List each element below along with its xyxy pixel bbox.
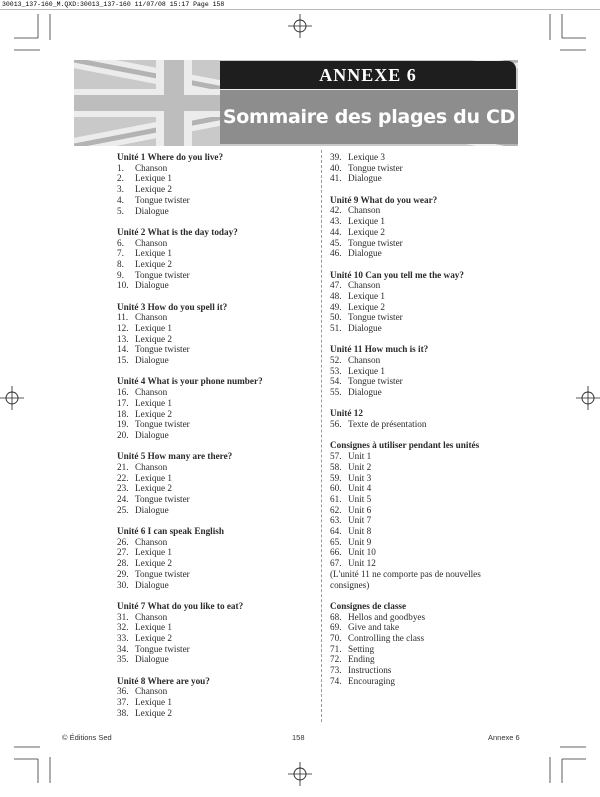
track-label: Dialogue bbox=[135, 504, 169, 515]
track-item bbox=[330, 323, 525, 334]
track-item bbox=[117, 195, 312, 206]
track-number: 16. bbox=[117, 387, 129, 398]
track-number: 72. bbox=[330, 654, 342, 665]
track-item bbox=[330, 152, 525, 163]
track-number: 37. bbox=[117, 697, 129, 708]
registration-mark-left bbox=[0, 386, 24, 410]
track-number: 63. bbox=[330, 515, 342, 526]
track-item bbox=[117, 334, 312, 345]
track-item bbox=[117, 419, 312, 430]
track-label: Chanson bbox=[135, 312, 168, 323]
track-number: 27. bbox=[117, 547, 129, 558]
track-label: Tongue twister bbox=[135, 643, 190, 654]
track-item bbox=[117, 644, 312, 655]
section-title: Unité 7 What do you like to eat? bbox=[117, 600, 244, 611]
track-item bbox=[330, 547, 525, 558]
track-item bbox=[330, 355, 525, 366]
track-item bbox=[330, 227, 525, 238]
track-label: Tongue twister bbox=[135, 568, 190, 579]
footer-publisher: © Éditions Sed bbox=[62, 733, 112, 742]
track-label: Chanson bbox=[348, 205, 381, 216]
registration-mark-top bbox=[288, 14, 312, 38]
track-label: Instructions bbox=[348, 665, 392, 676]
track-item bbox=[330, 173, 525, 184]
track-number: 69. bbox=[330, 622, 342, 633]
section-title: Unité 8 Where are you? bbox=[117, 675, 210, 686]
track-number: 28. bbox=[117, 558, 129, 569]
track-item bbox=[117, 344, 312, 355]
track-number: 21. bbox=[117, 461, 129, 472]
track-item bbox=[117, 387, 312, 398]
track-item bbox=[330, 291, 525, 302]
track-item bbox=[117, 238, 312, 249]
track-item bbox=[117, 173, 312, 184]
track-item bbox=[117, 462, 312, 473]
track-item bbox=[330, 376, 525, 387]
track-item bbox=[330, 216, 525, 227]
track-number: 19. bbox=[117, 419, 129, 430]
footer-page-number: 158 bbox=[292, 733, 305, 742]
track-label: Dialogue bbox=[348, 173, 382, 184]
track-item bbox=[330, 238, 525, 249]
track-section bbox=[117, 302, 312, 366]
track-label: Lexique 1 bbox=[135, 547, 172, 558]
track-number: 25. bbox=[117, 504, 129, 515]
track-label: Tongue twister bbox=[135, 344, 190, 355]
track-item bbox=[330, 494, 525, 505]
track-label: Unit 7 bbox=[348, 515, 372, 526]
track-label: Unit 1 bbox=[348, 451, 372, 462]
track-item bbox=[330, 676, 525, 687]
track-item bbox=[117, 580, 312, 591]
track-label: Dialogue bbox=[135, 579, 169, 590]
track-label: Chanson bbox=[135, 461, 168, 472]
track-label: Chanson bbox=[135, 686, 168, 697]
track-label: Lexique 2 bbox=[135, 558, 172, 569]
track-number: 39. bbox=[330, 152, 342, 162]
track-number: 55. bbox=[330, 387, 342, 398]
track-number: 11. bbox=[117, 312, 129, 323]
track-label: Tongue twister bbox=[348, 312, 403, 323]
section-title: Unité 6 I can speak English bbox=[117, 526, 224, 537]
track-item bbox=[117, 280, 312, 291]
track-number: 10. bbox=[117, 280, 129, 291]
track-number: 47. bbox=[330, 280, 342, 291]
track-item bbox=[330, 302, 525, 313]
track-number: 73. bbox=[330, 665, 342, 676]
track-label: Dialogue bbox=[135, 355, 169, 366]
print-slug: 30013_137-160_M.QXD:30013_137-160 11/07/08 15:17 Page 158 bbox=[0, 0, 600, 10]
track-label: Texte de présentation bbox=[348, 419, 427, 430]
track-number: 40. bbox=[330, 162, 342, 173]
track-item bbox=[330, 312, 525, 323]
track-item bbox=[330, 419, 525, 430]
track-number: 57. bbox=[330, 451, 342, 462]
section-note: (L'unité 11 ne comporte pas de nouvelles consignes) bbox=[330, 568, 481, 590]
track-number: 66. bbox=[330, 547, 342, 558]
track-label: Dialogue bbox=[348, 248, 382, 259]
track-item bbox=[117, 163, 312, 174]
track-label: Lexique 1 bbox=[135, 323, 172, 334]
track-section bbox=[117, 676, 312, 719]
track-number: 3. bbox=[117, 184, 124, 195]
track-label: Tongue twister bbox=[135, 494, 190, 505]
track-item bbox=[117, 537, 312, 548]
track-label: Unit 8 bbox=[348, 526, 372, 537]
track-label: Lexique 2 bbox=[348, 226, 385, 237]
track-number: 23. bbox=[117, 483, 129, 494]
track-section bbox=[117, 601, 312, 665]
track-item bbox=[330, 537, 525, 548]
track-label: Chanson bbox=[135, 387, 168, 398]
track-item bbox=[117, 697, 312, 708]
track-label: Chanson bbox=[348, 280, 381, 291]
track-item bbox=[330, 248, 525, 259]
track-label: Tongue twister bbox=[135, 419, 190, 430]
track-item bbox=[330, 622, 525, 633]
track-label: Lexique 1 bbox=[135, 622, 172, 633]
track-number: 53. bbox=[330, 365, 342, 376]
track-label: Chanson bbox=[135, 611, 168, 622]
track-item bbox=[330, 473, 525, 484]
track-number: 26. bbox=[117, 536, 129, 547]
track-number: 46. bbox=[330, 248, 342, 259]
track-label: Lexique 1 bbox=[135, 248, 172, 259]
track-label: Lexique 2 bbox=[135, 632, 172, 643]
track-label: Unit 2 bbox=[348, 461, 372, 472]
track-number: 62. bbox=[330, 504, 342, 515]
track-number: 8. bbox=[117, 258, 124, 269]
track-label: Controlling the class bbox=[348, 632, 425, 643]
track-number: 35. bbox=[117, 654, 129, 665]
registration-mark-bottom bbox=[288, 762, 312, 786]
track-label: Unit 10 bbox=[348, 547, 376, 558]
track-number: 18. bbox=[117, 408, 129, 419]
track-item bbox=[330, 205, 525, 216]
track-item bbox=[330, 366, 525, 377]
track-number: 74. bbox=[330, 675, 342, 686]
track-label: Lexique 2 bbox=[135, 408, 172, 419]
section-title: Unité 5 How many are there? bbox=[117, 451, 233, 462]
registration-mark-right bbox=[576, 386, 600, 410]
track-number: 14. bbox=[117, 344, 129, 355]
track-number: 50. bbox=[330, 312, 342, 323]
track-item bbox=[330, 665, 525, 676]
track-label: Lexique 2 bbox=[135, 258, 172, 269]
track-number: 70. bbox=[330, 632, 342, 643]
track-item bbox=[117, 398, 312, 409]
track-number: 7. bbox=[117, 248, 124, 259]
track-number: 17. bbox=[117, 397, 129, 408]
track-label: Unit 9 bbox=[348, 536, 372, 547]
track-item bbox=[117, 184, 312, 195]
section-title: Unité 4 What is your phone number? bbox=[117, 376, 263, 387]
section-title: Unité 11 How much is it? bbox=[330, 344, 429, 355]
track-label: Lexique 1 bbox=[135, 397, 172, 408]
track-number: 60. bbox=[330, 483, 342, 494]
track-item bbox=[330, 526, 525, 537]
footer-annexe: Annexe 6 bbox=[488, 733, 520, 742]
track-label: Lexique 1 bbox=[135, 472, 172, 483]
track-number: 38. bbox=[117, 707, 129, 718]
track-number: 9. bbox=[117, 269, 124, 280]
track-item bbox=[330, 654, 525, 665]
track-label: Give and take bbox=[348, 622, 400, 633]
track-section bbox=[330, 195, 525, 259]
track-label: Encouraging bbox=[348, 675, 395, 686]
track-item bbox=[117, 708, 312, 719]
track-item bbox=[117, 312, 312, 323]
track-label: Lexique 2 bbox=[135, 707, 172, 718]
track-label: Chanson bbox=[135, 237, 168, 248]
track-number: 48. bbox=[330, 290, 342, 301]
track-number: 12. bbox=[117, 323, 129, 334]
track-item bbox=[117, 505, 312, 516]
track-number: 5. bbox=[117, 205, 124, 216]
section-title: Unité 9 What do you wear? bbox=[330, 194, 438, 205]
track-item bbox=[330, 483, 525, 494]
track-section bbox=[117, 152, 312, 216]
track-label: Lexique 1 bbox=[135, 173, 172, 184]
track-item bbox=[117, 473, 312, 484]
track-label: Tongue twister bbox=[135, 269, 190, 280]
annexe-label: ANNEXE 6 bbox=[319, 65, 417, 85]
track-number: 56. bbox=[330, 419, 342, 430]
track-label: Chanson bbox=[135, 162, 168, 173]
track-label: Lexique 2 bbox=[135, 184, 172, 195]
track-item bbox=[117, 494, 312, 505]
track-item bbox=[117, 569, 312, 580]
track-item bbox=[330, 558, 525, 569]
track-item bbox=[117, 355, 312, 366]
track-number: 29. bbox=[117, 568, 129, 579]
track-number: 54. bbox=[330, 376, 342, 387]
track-number: 51. bbox=[330, 323, 342, 334]
section-title: Consignes de classe bbox=[330, 600, 407, 611]
track-label: Ending bbox=[348, 654, 375, 665]
track-label: Lexique 1 bbox=[348, 365, 385, 376]
track-section bbox=[330, 344, 525, 398]
track-number: 43. bbox=[330, 216, 342, 227]
track-number: 67. bbox=[330, 558, 342, 569]
track-number: 49. bbox=[330, 301, 342, 312]
track-number: 44. bbox=[330, 226, 342, 237]
track-item bbox=[330, 280, 525, 291]
right-column bbox=[330, 152, 525, 697]
track-number: 32. bbox=[117, 622, 129, 633]
track-label: Tongue twister bbox=[135, 194, 190, 205]
track-label: Dialogue bbox=[348, 323, 382, 334]
track-section bbox=[330, 270, 525, 334]
track-number: 1. bbox=[117, 162, 124, 173]
track-item bbox=[330, 644, 525, 655]
track-label: Setting bbox=[348, 643, 375, 654]
track-number: 24. bbox=[117, 494, 129, 505]
track-label: Unit 6 bbox=[348, 504, 372, 515]
track-item bbox=[117, 206, 312, 217]
track-number: 61. bbox=[330, 493, 342, 504]
track-label: Lexique 3 bbox=[348, 152, 385, 162]
track-number: 2. bbox=[117, 173, 124, 184]
track-item bbox=[330, 505, 525, 516]
track-number: 52. bbox=[330, 355, 342, 366]
track-label: Lexique 1 bbox=[348, 216, 385, 227]
track-label: Dialogue bbox=[135, 654, 169, 665]
track-number: 36. bbox=[117, 686, 129, 697]
track-number: 58. bbox=[330, 461, 342, 472]
track-label: Lexique 2 bbox=[135, 483, 172, 494]
track-label: Chanson bbox=[135, 536, 168, 547]
track-number: 30. bbox=[117, 579, 129, 590]
track-number: 34. bbox=[117, 643, 129, 654]
track-item bbox=[117, 483, 312, 494]
track-item bbox=[117, 622, 312, 633]
track-number: 6. bbox=[117, 237, 124, 248]
track-label: Dialogue bbox=[135, 280, 169, 291]
track-item bbox=[330, 451, 525, 462]
track-number: 59. bbox=[330, 472, 342, 483]
section-title: Unité 12 bbox=[330, 408, 363, 419]
section-title: Unité 2 What is the day today? bbox=[117, 226, 238, 237]
track-label: Lexique 2 bbox=[348, 301, 385, 312]
track-section bbox=[117, 227, 312, 291]
track-label: Lexique 1 bbox=[348, 290, 385, 301]
track-section bbox=[117, 376, 312, 440]
track-number: 13. bbox=[117, 333, 129, 344]
track-section bbox=[330, 408, 525, 429]
track-item bbox=[117, 558, 312, 569]
track-number: 45. bbox=[330, 237, 342, 248]
track-item bbox=[117, 248, 312, 259]
track-item bbox=[330, 633, 525, 644]
section-title: Unité 1 Where do you live? bbox=[117, 152, 224, 162]
track-item bbox=[117, 409, 312, 420]
column-divider bbox=[321, 150, 322, 722]
track-number: 20. bbox=[117, 429, 129, 440]
track-item bbox=[117, 633, 312, 644]
section-title: Unité 10 Can you tell me the way? bbox=[330, 269, 464, 280]
track-item bbox=[117, 547, 312, 558]
track-number: 68. bbox=[330, 611, 342, 622]
track-label: Chanson bbox=[348, 355, 381, 366]
track-section bbox=[117, 451, 312, 515]
track-item bbox=[117, 259, 312, 270]
track-number: 71. bbox=[330, 643, 342, 654]
track-section bbox=[330, 601, 525, 687]
track-item bbox=[117, 270, 312, 281]
track-item bbox=[330, 515, 525, 526]
track-number: 31. bbox=[117, 611, 129, 622]
track-label: Unit 5 bbox=[348, 493, 372, 504]
track-label: Tongue twister bbox=[348, 237, 403, 248]
page-title: Sommaire des plages du CD bbox=[222, 106, 516, 128]
track-number: 65. bbox=[330, 536, 342, 547]
track-label: Tongue twister bbox=[348, 162, 403, 173]
track-label: Lexique 2 bbox=[135, 333, 172, 344]
track-label: Hellos and goodbyes bbox=[348, 611, 426, 622]
track-label: Dialogue bbox=[135, 205, 169, 216]
track-section bbox=[117, 526, 312, 590]
track-label: Dialogue bbox=[135, 429, 169, 440]
track-label: Unit 12 bbox=[348, 558, 376, 569]
track-label: Unit 3 bbox=[348, 472, 372, 483]
track-number: 33. bbox=[117, 632, 129, 643]
track-number: 64. bbox=[330, 526, 342, 537]
track-item bbox=[330, 462, 525, 473]
track-item bbox=[330, 387, 525, 398]
section-title: Unité 3 How do you spell it? bbox=[117, 301, 228, 312]
section-title: Consignes à utiliser pendant les unités bbox=[330, 440, 480, 451]
track-label: Unit 4 bbox=[348, 483, 372, 494]
track-number: 4. bbox=[117, 194, 124, 205]
track-section bbox=[330, 152, 525, 184]
track-number: 22. bbox=[117, 472, 129, 483]
track-item bbox=[117, 323, 312, 334]
track-label: Lexique 1 bbox=[135, 697, 172, 708]
track-label: Dialogue bbox=[348, 387, 382, 398]
track-item bbox=[330, 612, 525, 623]
track-label: Tongue twister bbox=[348, 376, 403, 387]
track-item bbox=[117, 654, 312, 665]
track-number: 42. bbox=[330, 205, 342, 216]
track-item bbox=[117, 686, 312, 697]
left-column bbox=[117, 152, 312, 729]
track-item bbox=[117, 430, 312, 441]
track-section bbox=[330, 440, 525, 590]
track-number: 41. bbox=[330, 173, 342, 184]
track-number: 15. bbox=[117, 355, 129, 366]
track-item bbox=[117, 612, 312, 623]
track-item bbox=[330, 163, 525, 174]
